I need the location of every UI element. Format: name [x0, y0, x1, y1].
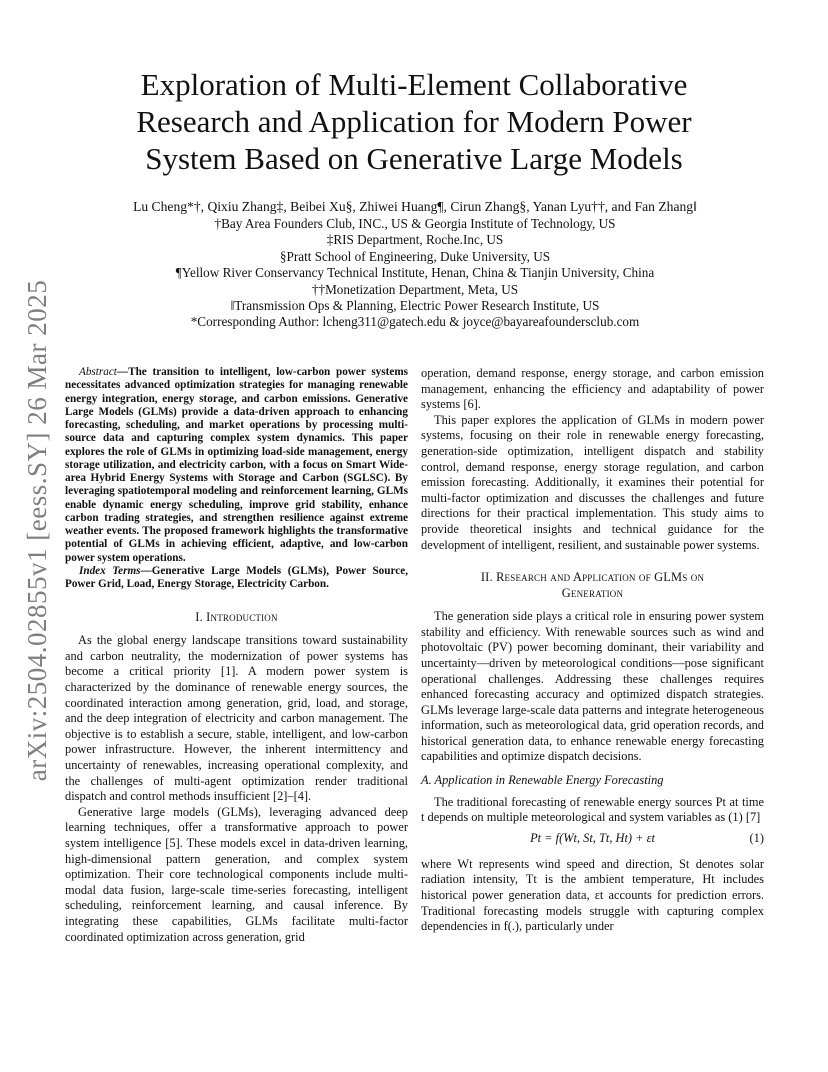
- index-terms-label: Index Terms: [79, 564, 141, 577]
- affiliation-6: ‖Transmission Ops & Planning, Electric Power Research Institute, US: [230, 298, 600, 314]
- affiliation-4: ¶Yellow River Conservancy Technical Institute, Henan, China & Tianjin University, China: [175, 265, 655, 281]
- intro-paragraph-2-continued: operation, demand response, energy storage, and carbon emission management, enhancing the efficiency and adaptability of power systems [6].: [421, 366, 764, 412]
- forecasting-paragraph: The traditional forecasting of renewable energy sources Pt at time t depends on multiple meteorological and system variables as (1) [7]: [421, 794, 764, 825]
- section-heading-generation-line-1: II. Research and Application of GLMs on: [480, 570, 705, 585]
- index-terms: [65, 565, 408, 592]
- author-list: Lu Cheng*†, Qixiu Zhang‡, Beibei Xu§, Zhiwei Huang¶, Cirun Zhang§, Yanan Lyu††, and Fan Zhang‖: [133, 199, 697, 214]
- index-terms-text: —Generative Large Models (GLMs), Power Source, Power Grid, Load, Energy Storage, Electricity Carbon.: [65, 564, 408, 590]
- arxiv-identifier-text: arXiv:2504.02855v1 [eess.SY] 26 Mar 2025: [22, 279, 53, 781]
- abstract: [65, 366, 408, 565]
- affiliation-1: †Bay Area Founders Club, INC., US & Georgia Institute of Technology, US: [214, 216, 616, 231]
- equation-1: [421, 831, 764, 853]
- equation-explanation-paragraph: where Wt represents wind speed and direction, St denotes solar radiation intensity, Tt is the ambient temperature, Ht includes historical power generation data, εt accounts for prediction errors. Traditional forecasting models struggle with capturing complex dependencies in f(.), particularly under: [421, 856, 764, 934]
- equation-1-number: (1): [749, 830, 764, 845]
- subsection-heading-forecasting: A. Application in Renewable Energy Forecasting: [421, 773, 664, 788]
- section-heading-generation-line-2: Generation: [561, 586, 624, 601]
- abstract-text: —The transition to intelligent, low-carbon power systems necessitates advanced optimization strategies for managing renewable energy integration, energy storage, and carbon emissions. Generative Large Models (GLMs) provide a data-driven approach to enhancing forecasting, scheduling, and market operations by processing multi-source data and capturing complex system dynamics. This paper explores the role of GLMs in optimizing load-side management, energy storage utilization, and electricity carbon, with a focus on Smart Wide-area Hybrid Energy Systems with Storage and Carbon (SGLSC). By leveraging spatiotemporal modeling and reinforcement learning, GLMs enable dynamic energy scheduling, improve grid stability, enhance carbon trading strategies, and strengthen resilience against extreme weather events. The proposed framework highlights the transformative potential of GLMs in achieving efficient, adaptive, and low-carbon power system operations.: [65, 366, 408, 564]
- left-column: [65, 366, 408, 945]
- arxiv-identifier-stamp: [18, 270, 58, 790]
- abstract-label: Abstract: [79, 366, 117, 378]
- intro-paragraph-1: As the global energy landscape transitions toward sustainability and carbon neutrality, the modernization of power systems has become a critical priority [1]. A modern power system is characterized by the dominance of renewable energy sources, the coordinated interaction among generation, grid, load, and storage, and the deep integration of electricity and carbon management. The objective is to establish a secure, stable, intelligent, and low-carbon power infrastructure. However, the inherent intermittency and uncertainty of renewables, increasing operational complexity, and the challenges of multi-agent optimization render traditional dispatch and control methods insufficient [2]–[4].: [65, 633, 408, 804]
- corresponding-author: *Corresponding Author: lcheng311@gatech.edu & joyce@bayareafoundersclub.com: [190, 314, 640, 330]
- section-heading-introduction: I. Introduction: [195, 610, 278, 625]
- section-heading-generation: [421, 569, 764, 601]
- affiliation-3: §Pratt School of Engineering, Duke University, US: [279, 248, 551, 264]
- intro-paragraph-3: This paper explores the application of GLMs in modern power systems, focusing on their role in renewable energy forecasting, generation-side optimization, intelligent dispatch and stability control, demand response, energy storage regulation, and carbon emission forecasting. Additionally, it examines their potential for multi-factor optimization and discusses the challenges and future directions for their practical implementation. This study aims to provide theoretical insights and technical guidance for the development of intelligent, resilient, and sustainable power systems.: [421, 412, 764, 552]
- affiliation-5: ††Monetization Department, Meta, US: [311, 281, 519, 297]
- affiliation-2: ‡RIS Department, Roche.Inc, US: [326, 232, 504, 248]
- intro-paragraph-2: Generative large models (GLMs), leveraging advanced deep learning techniques, offer a transformative approach to power system intelligence [5]. These models excel in data-driven learning, high-dimensional pattern generation, and complex system optimization. Their core technological components include multi-modal data fusion, large-scale time-series forecasting, intelligent scheduling, reinforcement learning, and causal inference. By integrating these capabilities, GLMs facilitate multi-factor coordinated optimization across generation, grid: [65, 804, 408, 944]
- author-block: [70, 197, 760, 331]
- paper-title: Exploration of Multi-Element Collaborative Research and Application for Modern Power System Based on Generative Large Models: [136, 67, 692, 176]
- generation-paragraph: The generation side plays a critical role in ensuring power system stability and efficiency. With renewable sources such as wind and photovoltaic (PV) power becoming dominant, their variability and uncertainty—driven by meteorological conditions—pose significant operational challenges. Addressing these challenges requires enhanced forecasting accuracy and optimized dispatch strategies. GLMs leverage large-scale data patterns and integrate heterogeneous information, such as meteorological data, grid operation records, and historical generation data, to enhance renewable energy forecasting capabilities and optimize dispatch decisions.: [421, 609, 764, 764]
- right-column: [421, 366, 764, 935]
- equation-1-body: Pt = f(Wt, St, Tt, Ht) + εt: [530, 830, 655, 845]
